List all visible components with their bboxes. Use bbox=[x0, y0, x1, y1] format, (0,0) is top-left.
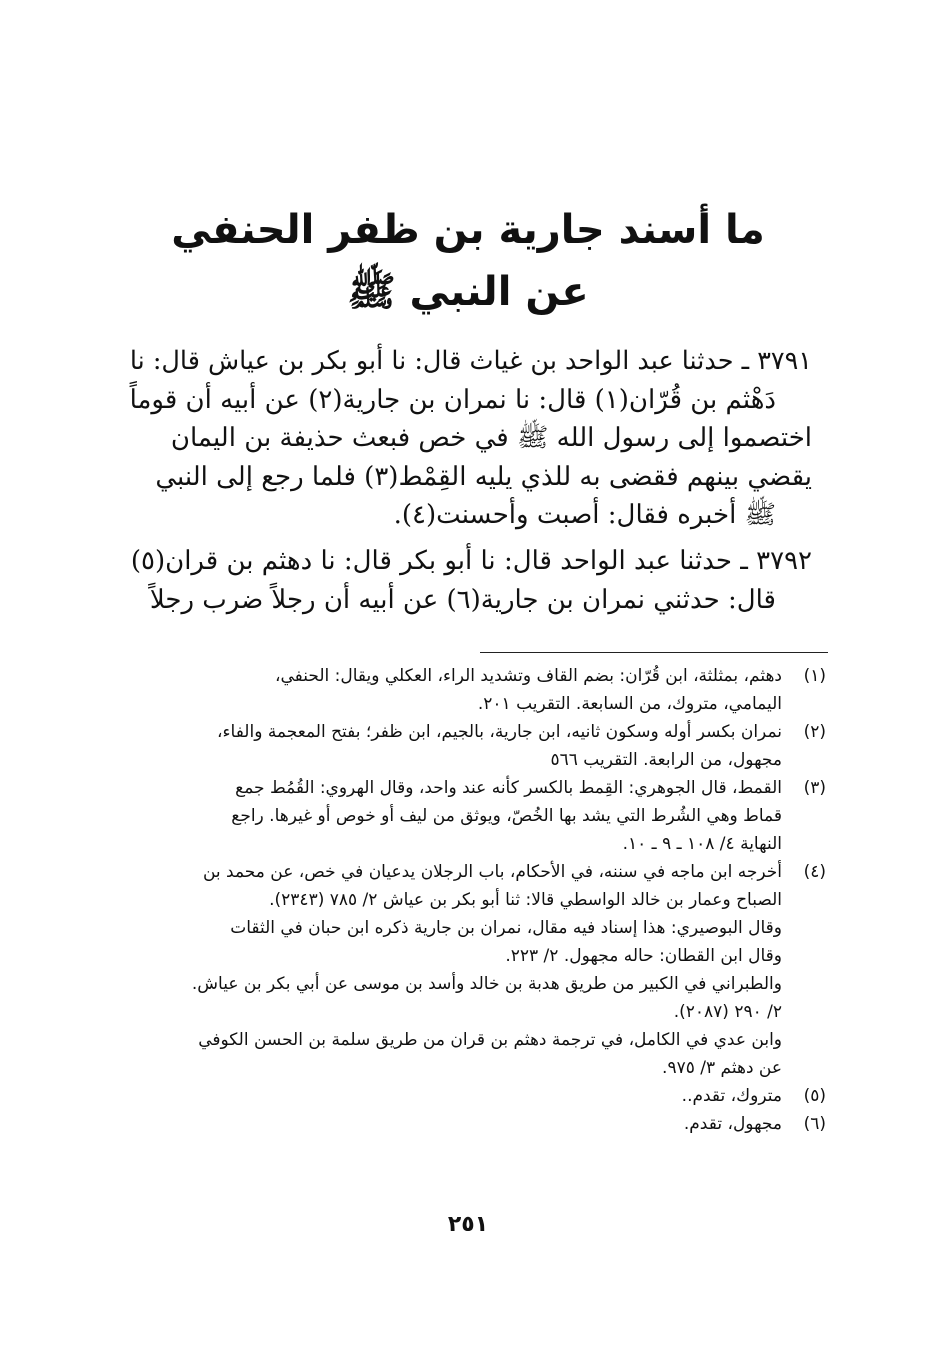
footnote-number: (٣) bbox=[803, 778, 826, 798]
footnote-line: مجهول، تقدم. bbox=[683, 1114, 782, 1134]
page-number: ٢٥١ bbox=[447, 1212, 489, 1237]
footnote-line: عن دهثم ٣/ ٩٧٥. bbox=[662, 1058, 782, 1078]
chapter-subtitle: عن النبي ﷺ bbox=[347, 269, 589, 315]
hadith-line: ٣٧٩١ ـ حدثنا عبد الواحد بن غياث قال: نا أبو بكر بن عياش قال: نا bbox=[129, 346, 812, 376]
footnote-line: القمط، قال الجوهري: القِمط بالكسر كأنه عند واحد، وقال الهروي: القُمُط جمع bbox=[235, 778, 782, 798]
chapter-title: ما أسند جارية بن ظفر الحنفي bbox=[171, 207, 765, 253]
hadith-line: يقضي بينهم فقضى به للذي يليه القِمْط(٣) فلما رجع إلى النبي bbox=[155, 461, 812, 492]
footnote-line: ٢/ ٢٩٠ (٢٠٨٧). bbox=[673, 1002, 782, 1022]
footnote-5 bbox=[118, 1082, 826, 1110]
footnote-line: مجهول، من الرابعة. التقريب ٥٦٦ bbox=[550, 750, 782, 770]
footnote-line: دهثم، بمثلثة، ابن قُرّان: بضم القاف وتشديد الراء، العكلي ويقال: الحنفي، bbox=[274, 666, 782, 686]
hadith-3791 bbox=[124, 342, 812, 535]
hadith-3792 bbox=[124, 542, 812, 619]
footnote-line: قماط وهي الشُرط التي يشد بها الخُصّ، ويوثق من ليف أو خوص أو غيرها. راجع bbox=[231, 806, 782, 826]
footnote-number: (٦) bbox=[803, 1114, 826, 1134]
hadith-line: دَهْثم بن قُرّان(١) قال: نا نمران بن جارية(٢) عن أبيه أن قوماً bbox=[129, 384, 776, 415]
footnote-line: نمران بكسر أوله وسكون ثانيه، ابن جارية، بالجيم، ابن ظفر؛ بفتح المعجمة والفاء، bbox=[217, 722, 782, 742]
footnote-number: (٤) bbox=[803, 862, 826, 882]
footnote-line: اليمامي، متروك، من السابعة. التقريب ٢٠١. bbox=[477, 694, 782, 714]
footnote-line: وقال البوصيري: هذا إسناد فيه مقال، نمران بن جارية ذكره ابن حبان في الثقات bbox=[230, 918, 782, 938]
footnote-4 bbox=[118, 858, 826, 1082]
footnote-1 bbox=[118, 662, 826, 718]
footnote-line: الصباح وعمار بن خالد الواسطي قالا: ثنا أبو بكر بن عياش ٢/ ٧٨٥ (٢٣٤٣). bbox=[269, 890, 782, 910]
footnote-line: وابن عدي في الكامل، في ترجمة دهثم بن قران من طريق سلمة بن الحسن الكوفي bbox=[198, 1030, 782, 1050]
hadith-line: ٣٧٩٢ ـ حدثنا عبد الواحد قال: نا أبو بكر قال: نا دهثم بن قران(٥) bbox=[130, 546, 812, 576]
hadith-line: ﷺ أخبره فقال: أصبت وأحسنت(٤). bbox=[393, 500, 776, 530]
footnote-2 bbox=[118, 718, 826, 774]
footnote-number: (٥) bbox=[803, 1086, 826, 1106]
footnotes bbox=[118, 662, 826, 1138]
hadith-line: قال: حدثني نمران بن جارية(٦) عن أبيه أن رجلاً ضرب رجلاً bbox=[149, 584, 776, 615]
hadith-number: ٣٧٩٢ ـ bbox=[740, 546, 812, 576]
footnote-6 bbox=[118, 1110, 826, 1138]
footnote-line: وقال ابن القطان: حاله مجهول. ٢/ ٢٢٣. bbox=[505, 946, 782, 966]
hadith-number: ٣٧٩١ ـ bbox=[741, 346, 812, 376]
hadith-line: اختصموا إلى رسول الله ﷺ في خص فبعث حذيفة بن اليمان bbox=[170, 423, 812, 453]
footnote-3 bbox=[118, 774, 826, 858]
footnote-line: النهاية ٤/ ١٠٨ ـ ٩ ـ ١٠. bbox=[622, 834, 782, 854]
footnote-separator bbox=[480, 652, 828, 653]
footnote-line: متروك، تقدم.. bbox=[681, 1086, 782, 1106]
footnote-number: (٢) bbox=[803, 722, 826, 742]
footnote-number: (١) bbox=[803, 666, 826, 686]
footnote-line: والطبراني في الكبير من طريق هدبة بن خالد وأسد بن موسى عن أبي بكر بن عياش. bbox=[191, 974, 782, 994]
footnote-line: أخرجه ابن ماجه في سننه، في الأحكام، باب الرجلان يدعيان في خص، عن محمد بن bbox=[202, 862, 782, 882]
